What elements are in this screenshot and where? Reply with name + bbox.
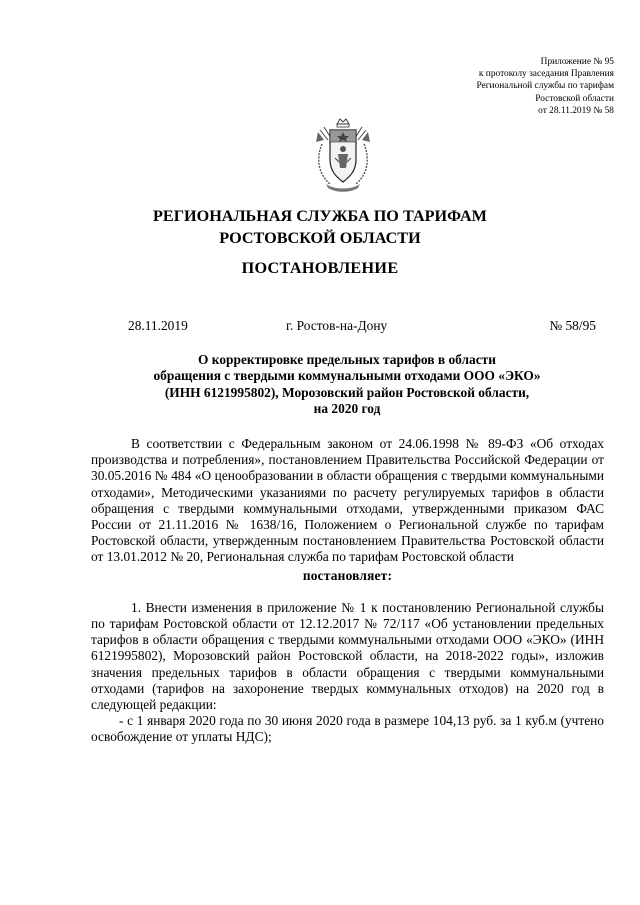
document-number: № 58/95 — [549, 318, 596, 333]
document-subject — [96, 352, 598, 418]
appendix-line: от 28.11.2019 № 58 — [538, 105, 614, 116]
appendix-line: Приложение № 95 — [540, 57, 614, 67]
organization-line: РЕГИОНАЛЬНАЯ СЛУЖБА ПО ТАРИФАМ — [153, 207, 487, 225]
appendix-line: Региональной службы по тарифам — [476, 81, 614, 92]
subject-line: на 2020 год — [313, 401, 381, 417]
subject-line: О корректировке предельных тарифов в области — [198, 352, 496, 367]
coat-of-arms-icon — [312, 118, 374, 194]
bullet-paragraph: - с 1 января 2020 года по 30 июня 2020 года в размере 104,13 руб. за 1 куб.м (учтено освобождение от уплаты НДС); — [91, 713, 604, 745]
preamble-paragraph: В соответствии с Федеральным законом от 24.06.1998 № 89-ФЗ «Об отходах производства и потребления», постановлением Правительства Российской Федерации от 30.05.2016 № 484 «О ценообразовании в области обращения с твердыми коммунальными отходами», Методическими указаниями по расчету регулируемых тарифов в области обращения с твердыми коммунальными отходами, утвержденными приказом ФАС России от 21.11.2016 № 1638/16, Положением о Региональной службе по тарифам Ростовской области, утвержденным постановлением Правительства Ростовской области от 13.01.2012 № 20, Региональная служба по тарифам Ростовской области — [91, 436, 604, 565]
subject-line: (ИНН 6121995802), Морозовский район Ростовской области, — [164, 384, 530, 400]
document-city: г. Ростов-на-Дону — [286, 318, 388, 333]
decree-word: постановляет: — [302, 567, 393, 583]
organization-line: РОСТОВСКОЙ ОБЛАСТИ — [219, 229, 421, 247]
document-meta — [128, 318, 604, 336]
appendix-line: Ростовской области — [535, 93, 614, 104]
item-paragraph: 1. Внести изменения в приложение № 1 к постановлению Региональной службы по тарифам Ростовской области от 12.12.2017 № 72/117 «Об установлении предельных тарифов в области обращения с твердыми коммунальными отходами ООО «ЭКО» (ИНН 6121995802), Морозовский район Ростовской области, на 2018-2022 годы», изложив значения предельных тарифов в области обращения с твердыми коммунальными отходами (тарифов на захоронение твердых коммунальных отходов) на 2020 год в следующей редакции: — [91, 599, 604, 713]
organization-name — [0, 205, 640, 249]
document-body — [91, 436, 604, 746]
subject-line: обращения с твердыми коммунальными отходами ООО «ЭКО» — [153, 368, 541, 384]
appendix-block — [374, 56, 614, 117]
document-date: 28.11.2019 — [128, 318, 188, 333]
appendix-line: к протоколу заседания Правления — [478, 69, 614, 80]
document-type: ПОСТАНОВЛЕНИЕ — [241, 259, 399, 277]
